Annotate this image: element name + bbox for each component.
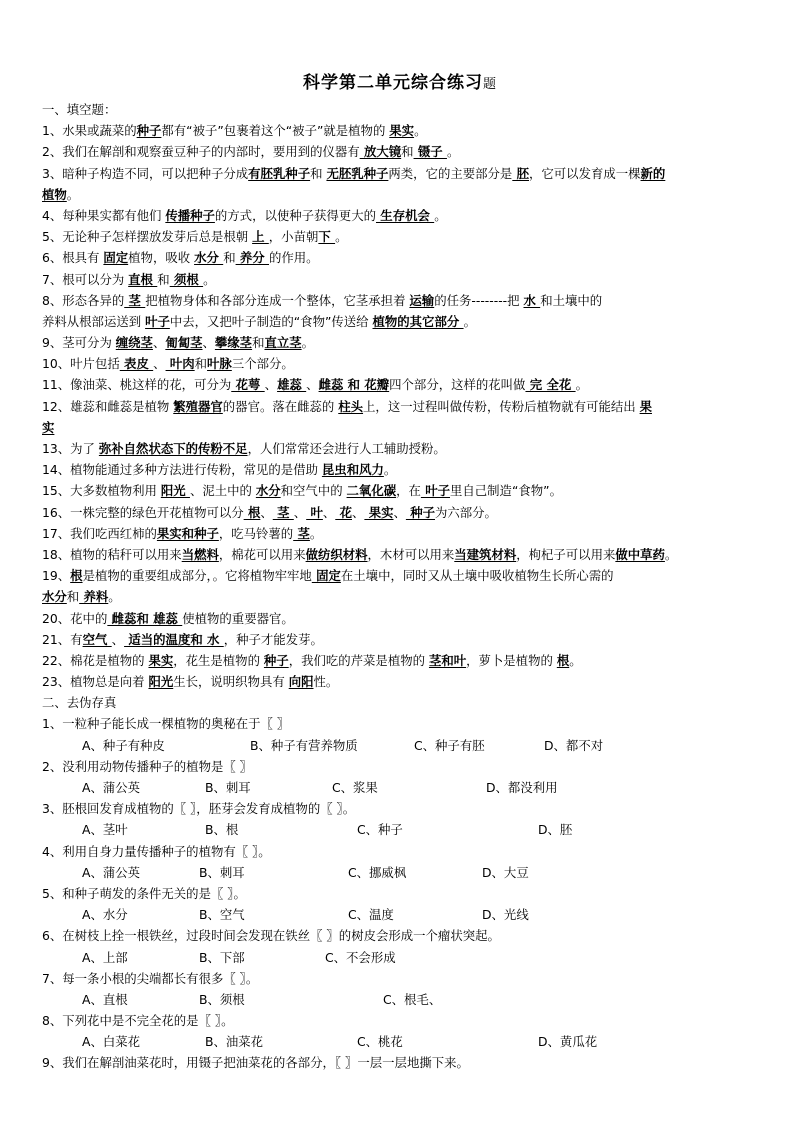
- line-text: ，吃马铃薯的: [218, 525, 294, 541]
- line-text: 5、无论种子怎样摆放发芽后总是根朝: [42, 229, 253, 245]
- answer-text: 匍匐茎: [165, 335, 203, 351]
- text-line: [42, 756, 758, 777]
- line-text: 23、植物总是向着: [42, 674, 149, 690]
- answer-text: 花: [335, 504, 352, 520]
- line-text: 4、利用自身力量传播种子的植物有〖 〗。: [42, 843, 271, 859]
- line-text: 上，这一过程叫做传粉，传粉后植物就有可能结出: [363, 398, 640, 414]
- answer-text: 当建筑材料: [454, 546, 517, 562]
- line-text: 、泥土中的: [189, 483, 256, 499]
- answer-option: B、根: [205, 822, 239, 838]
- answer-text: 繁殖器官: [173, 398, 223, 414]
- line-text: 和: [310, 165, 327, 181]
- line-text: ，它可以发育成一棵: [529, 165, 641, 181]
- answer-option: B、刺耳: [199, 864, 245, 880]
- answer-text: 向阳: [288, 674, 314, 690]
- line-text: ，种子才能发芽。: [223, 631, 323, 647]
- line-text: 22、棉花是植物的: [42, 652, 149, 668]
- line-text: 和: [194, 356, 208, 372]
- answer-text: 果: [639, 398, 652, 414]
- line-text: 。: [335, 229, 348, 245]
- line-text: 、: [322, 504, 336, 520]
- text-line: [42, 883, 758, 904]
- answer-text: 种子: [136, 123, 162, 139]
- text-line: [42, 438, 758, 459]
- answer-text: 下: [318, 229, 336, 245]
- line-text: ，小苗朝: [268, 229, 319, 245]
- line-text: 。: [463, 313, 476, 329]
- text-line: [42, 120, 758, 141]
- answer-text: 果实: [389, 123, 415, 139]
- answer-option: D、黄瓜花: [538, 1034, 598, 1050]
- line-text: 8、下列花中是不完全花的是〖 〗。: [42, 1013, 234, 1029]
- answer-option: A、白菜花: [82, 1034, 141, 1050]
- answer-text: 生存机会: [375, 207, 435, 223]
- answer-text: 果实: [364, 504, 394, 520]
- text-line: [42, 417, 758, 438]
- line-text: ，花生是植物的: [173, 652, 264, 668]
- answer-text: 雌蕊 和 花瓣: [318, 377, 390, 393]
- answer-text: 叶子: [145, 313, 170, 329]
- line-text: 3、胚根回发育成植物的〖 〗，胚芽会发育成植物的〖 〗。: [42, 801, 356, 817]
- line-text: 、: [202, 335, 215, 351]
- line-text: 9、我们在解剖油菜花时，用镊子把油菜花的各部分，〖 〗一层一层地撕下来。: [42, 1055, 469, 1071]
- line-text: 养料从根部运送到: [42, 313, 146, 329]
- answer-text: 植物的其它部分: [372, 313, 464, 329]
- line-text: 。: [108, 589, 121, 605]
- answer-options: [42, 1031, 758, 1052]
- line-text: 四个部分，这样的花叫做: [389, 377, 526, 393]
- answer-text: 实: [42, 419, 55, 435]
- answer-text: 弥补自然状态下的传粉不足: [98, 441, 248, 456]
- text-line: [42, 798, 758, 819]
- text-line: [42, 353, 758, 374]
- answer-text: 运输: [409, 292, 435, 308]
- answer-text: 花萼: [231, 377, 265, 393]
- line-text: 9、茎可分为: [42, 335, 116, 351]
- text-line: [42, 671, 758, 692]
- line-text: 和: [157, 271, 170, 287]
- answer-text: 水分: [194, 250, 224, 266]
- line-text: 的器官。落在雌蕊的: [222, 398, 339, 414]
- answer-text: 适当的温度和 水: [124, 631, 224, 647]
- text-line: [42, 290, 758, 311]
- line-text: 、: [264, 377, 278, 393]
- text-line: [42, 184, 758, 205]
- answer-text: 有胚乳种子: [248, 165, 311, 181]
- text-line: [42, 269, 758, 290]
- text-line: [42, 968, 758, 989]
- line-text: 7、根可以分为: [42, 271, 129, 287]
- line-text: 。: [575, 377, 588, 393]
- answer-text: 空气: [82, 631, 112, 647]
- line-text: 、: [293, 504, 307, 520]
- answer-text: 缠绕茎: [115, 335, 153, 351]
- line-text: 19、: [42, 568, 71, 584]
- line-text: 、: [393, 504, 406, 520]
- answer-text: 叶: [306, 504, 323, 520]
- answer-option: A、蒲公英: [82, 864, 141, 880]
- answer-option: A、蒲公英: [82, 780, 141, 795]
- line-text: 的任务--------把: [434, 292, 524, 308]
- line-text: 2、没利用动物传播种子的植物是〖 〗: [42, 758, 253, 774]
- line-text: 二、去伪存真: [42, 695, 117, 711]
- answer-text: 传播种子: [165, 207, 215, 223]
- line-text: 、: [306, 377, 319, 393]
- text-line: [42, 713, 758, 734]
- line-text: 和: [66, 589, 80, 605]
- answer-option: D、胚: [538, 822, 573, 838]
- text-line: [42, 374, 758, 395]
- answer-option: A、上部: [82, 949, 128, 965]
- line-text: ，我们吃的芹菜是植物的: [288, 652, 429, 668]
- answer-options: [42, 947, 758, 968]
- answer-text: 阳光: [148, 674, 174, 690]
- answer-option: A、水分: [82, 907, 128, 923]
- answer-text: 须根: [169, 271, 204, 287]
- text-line: [42, 523, 758, 544]
- answer-text: 当燃料: [181, 546, 219, 562]
- answer-option: C、根毛、: [383, 991, 442, 1007]
- answer-text: 种子: [405, 504, 435, 520]
- line-text: 17、我们吃西红柿的: [42, 525, 157, 541]
- text-line: [42, 205, 758, 226]
- answer-text: 表皮: [119, 356, 154, 372]
- line-text: ，木材可以用来: [367, 546, 455, 562]
- answer-option: A、茎叶: [82, 822, 128, 838]
- answer-text: 根: [243, 504, 261, 520]
- line-text: 15、大多数植物利用: [42, 483, 161, 499]
- line-text: 。: [664, 546, 678, 562]
- line-text: 3、暗种子构造不同，可以把种子分成: [42, 165, 249, 181]
- line-text: 11、像油菜、桃这样的花，可分为: [42, 377, 232, 393]
- text-line: [42, 692, 758, 713]
- answer-option: C、不会形成: [325, 949, 396, 965]
- text-line: [42, 311, 758, 332]
- answer-text: 阳光: [160, 483, 190, 499]
- answer-text: 直根: [128, 271, 158, 287]
- answer-option: D、都没利用: [486, 780, 558, 795]
- answer-option: B、下部: [199, 949, 245, 965]
- line-text: 都有“被子”包裹着这个“被子”就是植物的: [161, 123, 390, 139]
- text-line: [42, 925, 758, 946]
- line-text: 。: [434, 207, 447, 223]
- answer-text: 植物: [42, 186, 67, 202]
- line-text: 和: [401, 144, 414, 160]
- answer-option: C、种子有胚: [414, 737, 485, 753]
- text-line: [42, 502, 758, 523]
- answer-options: [42, 904, 758, 925]
- answer-options: [42, 777, 758, 798]
- answer-option: B、种子有营养物质: [250, 737, 358, 753]
- line-text: 20、花中的: [42, 610, 108, 626]
- line-text: 。: [66, 186, 80, 202]
- answer-text: 果实: [148, 652, 174, 668]
- line-text: 、: [352, 504, 365, 520]
- answer-option: D、大豆: [482, 864, 529, 880]
- line-text: 、: [153, 356, 166, 372]
- line-text: 。: [414, 123, 427, 139]
- text-line: [42, 99, 758, 120]
- line-text: 和: [223, 250, 236, 266]
- answer-text: 养料: [79, 589, 109, 605]
- answer-text: 胚: [512, 165, 530, 181]
- answer-text: 茎和叶: [428, 652, 467, 668]
- answer-text: 昆虫和风力: [321, 462, 384, 478]
- answer-text: 新的: [640, 165, 666, 181]
- text-line: [42, 650, 758, 671]
- line-text: ，在: [396, 483, 421, 499]
- line-text: ，人们常常还会进行人工辅助授粉。: [247, 441, 446, 456]
- answer-option: B、空气: [199, 907, 245, 923]
- line-text: 1、一粒种子能长成一棵植物的奥秘在于〖 〗: [42, 716, 290, 732]
- answer-text: 完 全花: [525, 377, 576, 393]
- answer-option: C、种子: [357, 822, 403, 838]
- answer-text: 茎: [293, 525, 310, 541]
- answer-option: D、都不对: [544, 737, 604, 753]
- page-title: [0, 68, 800, 93]
- line-text: ，棉花可以用来: [218, 546, 306, 562]
- line-text: 。: [569, 652, 582, 668]
- answer-option: B、油菜花: [205, 1034, 264, 1050]
- line-text: 6、根具有: [42, 250, 104, 266]
- text-line: [42, 544, 758, 565]
- answer-text: 水分: [42, 589, 67, 605]
- question-list: [42, 99, 758, 1074]
- line-text: 。: [203, 271, 216, 287]
- answer-option: D、光线: [482, 907, 529, 923]
- answer-text: 攀缘茎: [214, 335, 253, 351]
- text-line: [42, 841, 758, 862]
- line-text: 1、水果或蔬菜的: [42, 123, 137, 139]
- answer-text: 放大镜: [359, 144, 402, 160]
- text-line: [42, 247, 758, 268]
- line-text: 把植物身体和各部分连成一个整体，它茎承担着: [145, 292, 410, 308]
- answer-option: C、桃花: [357, 1034, 403, 1050]
- answer-text: 二氧化碳: [346, 483, 397, 499]
- text-line: [42, 396, 758, 417]
- line-text: 。: [383, 462, 397, 478]
- answer-option: A、种子有种皮: [82, 737, 165, 753]
- answer-option: C、挪威枫: [348, 864, 407, 880]
- title-suffix: 题: [482, 77, 497, 92]
- line-text: 一、填空题：: [42, 102, 117, 117]
- line-text: 12、雄蕊和雌蕊是植物: [42, 398, 174, 414]
- answer-option: A、直根: [82, 991, 128, 1007]
- answer-text: 做纺织材料: [305, 546, 368, 562]
- text-line: [42, 332, 758, 353]
- text-line: [42, 163, 758, 184]
- line-text: 三个部分。: [231, 356, 294, 372]
- line-text: 13、为了: [42, 441, 99, 456]
- answer-text: 茎: [272, 504, 294, 520]
- line-text: 是植物的重要组成部分，。它将植物牢牢地: [82, 568, 312, 584]
- answer-text: 固定: [311, 568, 341, 584]
- answer-text: 镊子: [413, 144, 447, 160]
- line-text: 和土壤中的: [540, 292, 603, 308]
- line-text: 。: [301, 335, 315, 351]
- answer-option: C、浆果: [332, 780, 378, 795]
- text-line: [42, 608, 758, 629]
- answer-text: 养分: [235, 250, 269, 266]
- text-line: [42, 480, 758, 501]
- answer-options: [42, 819, 758, 840]
- line-text: 的作用。: [269, 250, 319, 266]
- line-text: 为六部分。: [435, 504, 497, 520]
- line-text: 14、植物能通过多种方法进行传粉，常见的是借助: [42, 462, 322, 478]
- title-text: 科学第二单元综合练习: [302, 73, 483, 93]
- line-text: 性。: [313, 674, 339, 690]
- line-text: 中去，又把叶子制造的“食物”传送给: [169, 313, 373, 329]
- text-line: [42, 565, 758, 586]
- line-text: 、: [152, 335, 166, 351]
- answer-options: [42, 989, 758, 1010]
- line-text: 8、形态各异的: [42, 292, 125, 308]
- line-text: 里自己制造“食物”。: [450, 483, 562, 499]
- line-text: 、: [111, 631, 125, 647]
- line-text: 、: [260, 504, 273, 520]
- answer-text: 雄蕊: [277, 377, 307, 393]
- answer-text: 直立茎: [264, 335, 302, 351]
- line-text: 。: [309, 525, 323, 541]
- answer-text: 水: [523, 292, 541, 308]
- answer-text: 柱头: [338, 398, 364, 414]
- line-text: 21、有: [42, 631, 83, 647]
- line-text: 2、我们在解剖和观察蚕豆种子的内部时，要用到的仪器有: [42, 144, 360, 160]
- text-line: [42, 1052, 758, 1073]
- answer-text: 水分: [255, 483, 281, 499]
- line-text: 10、叶片包括: [42, 356, 120, 372]
- line-text: 两类，它的主要部分是: [388, 165, 513, 181]
- line-text: 7、每一条小根的尖端都长有很多〖 〗。: [42, 970, 259, 986]
- answer-option: B、须根: [199, 991, 245, 1007]
- text-line: [42, 141, 758, 162]
- answer-text: 上: [252, 229, 269, 245]
- line-text: 4、每种果实都有他们: [42, 207, 166, 223]
- line-text: 在土壤中，同时又从土壤中吸收植物生长所心需的: [340, 568, 614, 584]
- answer-text: 根: [556, 652, 570, 668]
- text-line: [42, 459, 758, 480]
- answer-text: 做中草药: [615, 546, 665, 562]
- answer-option: B、刺耳: [205, 780, 251, 795]
- answer-options: [42, 862, 758, 883]
- line-text: 使植物的重要器官。: [182, 610, 294, 626]
- answer-text: 果实和种子: [156, 525, 219, 541]
- line-text: 和: [252, 335, 265, 351]
- text-line: [42, 226, 758, 247]
- answer-text: 根: [70, 568, 83, 584]
- answer-text: 固定: [103, 250, 129, 266]
- line-text: 5、和种子萌发的条件无关的是〖 〗。: [42, 885, 246, 901]
- line-text: 植物，吸收: [128, 250, 195, 266]
- answer-text: 无胚乳种子: [326, 165, 389, 181]
- line-text: ，枸杞子可以用来: [516, 546, 616, 562]
- line-text: 和空气中的: [280, 483, 347, 499]
- answer-text: 叶子: [420, 483, 450, 499]
- line-text: 。: [446, 144, 460, 160]
- line-text: 16、一株完整的绿色开花植物可以分: [42, 504, 244, 520]
- line-text: 生长，说明织物具有: [173, 674, 289, 690]
- answer-text: 叶脉: [207, 356, 232, 372]
- answer-options: [42, 735, 758, 756]
- line-text: 的方式，以使种子获得更大的: [214, 207, 376, 223]
- text-line: [42, 586, 758, 607]
- line-text: 6、在树枝上拴一根铁丝，过段时间会发现在铁丝〖 〗的树皮会形成一个瘤状突起。: [42, 928, 500, 944]
- line-text: ，萝卜是植物的: [466, 652, 557, 668]
- text-line: [42, 629, 758, 650]
- line-text: 18、植物的秸秆可以用来: [42, 546, 182, 562]
- text-line: [42, 1010, 758, 1031]
- answer-text: 叶肉: [165, 356, 195, 372]
- answer-text: 雌蕊和 雄蕊: [107, 610, 183, 626]
- answer-text: 茎: [124, 292, 146, 308]
- answer-text: 种子: [263, 652, 289, 668]
- answer-option: C、温度: [348, 907, 394, 923]
